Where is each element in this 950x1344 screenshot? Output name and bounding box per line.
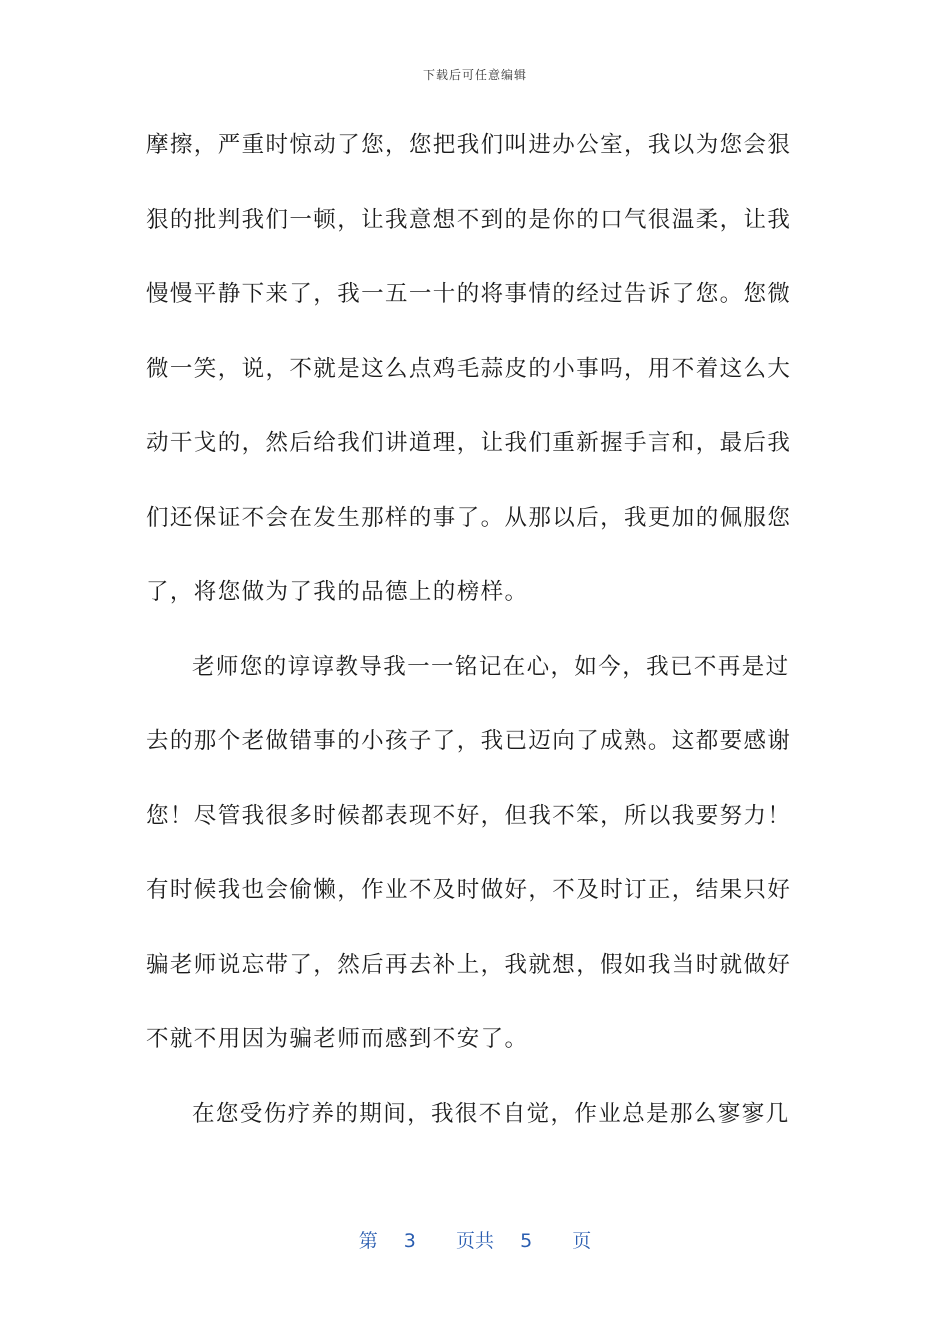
text-line: 骗老师说忘带了，然后再去补上，我就想，假如我当时就做好 bbox=[146, 951, 792, 978]
text-line: 慢慢平静下来了，我一五一十的将事情的经过告诉了您。您微 bbox=[146, 281, 792, 307]
text-line: 们还保证不会在发生那样的事了。从那以后，我更加的佩服您 bbox=[146, 504, 792, 531]
text-line: 摩擦，严重时惊动了您，您把我们叫进办公室，我以为您会狠 bbox=[146, 132, 792, 158]
text-line: 不就不用因为骗老师而感到不安了。 bbox=[146, 1026, 529, 1052]
page-footer bbox=[0, 1226, 950, 1253]
text-line: 您！尽管我很多时候都表现不好，但我不笨，所以我要努力！ bbox=[146, 802, 792, 829]
text-line-paragraph-start: 老师您的谆谆教导我一一铭记在心，如今，我已不再是过 bbox=[192, 653, 790, 680]
text-line: 去的那个老做错事的小孩子了，我已迈向了成熟。这都要感谢 bbox=[146, 728, 792, 754]
header-note: 下载后可任意编辑 bbox=[422, 68, 527, 82]
footer-prefix: 第 bbox=[358, 1230, 378, 1252]
text-line-paragraph-start: 在您受伤疗养的期间，我很不自觉，作业总是那么寥寥几 bbox=[192, 1100, 790, 1127]
footer-suffix: 页 bbox=[572, 1230, 592, 1252]
text-line: 有时候我也会偷懒，作业不及时做好，不及时订正，结果只好 bbox=[146, 877, 792, 903]
current-page-number: 3 bbox=[403, 1230, 416, 1252]
text-line: 动干戈的，然后给我们讲道理，让我们重新握手言和，最后我 bbox=[146, 430, 792, 456]
total-pages-number: 5 bbox=[520, 1230, 533, 1252]
text-line: 了，将您做为了我的品德上的榜样。 bbox=[146, 579, 529, 605]
footer-middle: 页共 bbox=[455, 1230, 494, 1252]
text-line: 狠的批判我们一顿，让我意想不到的是你的口气很温柔，让我 bbox=[146, 206, 792, 233]
text-line: 微一笑，说，不就是这么点鸡毛蒜皮的小事吗，用不着这么大 bbox=[146, 355, 792, 382]
document-body bbox=[146, 120, 796, 1163]
